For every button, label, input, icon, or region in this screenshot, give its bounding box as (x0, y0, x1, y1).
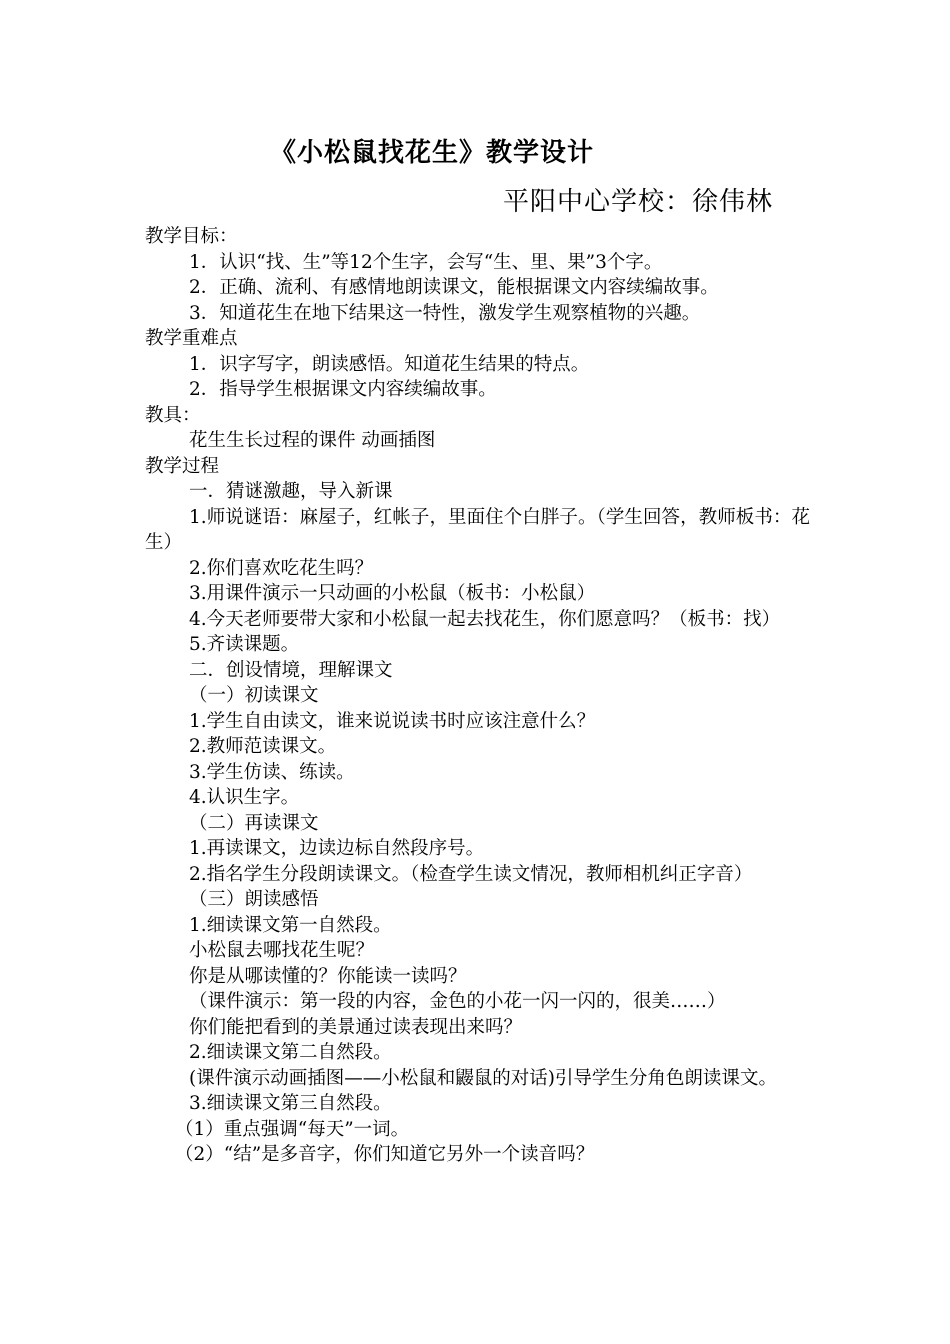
paragraph: 1.细读课文第一自然段。 (189, 914, 392, 936)
paragraph: 你是从哪读懂的？你能读一读吗？ (189, 965, 467, 987)
paragraph: 1．识字写字，朗读感悟。知道花生结果的特点。 (189, 353, 590, 375)
subsection-heading: （二）再读课文 (189, 812, 319, 834)
paragraph: 1.学生自由读文，谁来说说读书时应该注意什么？ (189, 710, 596, 732)
paragraph: （1）重点强调“每天”一词。 (175, 1118, 410, 1140)
paragraph: 4.今天老师要带大家和小松鼠一起去找花生，你们愿意吗？（板书：找） (189, 608, 781, 630)
paragraph: 2.细读课文第二自然段。 (189, 1042, 392, 1063)
document-title: 《小松鼠找花生》教学设计 (270, 138, 595, 168)
paragraph: 3．知道花生在地下结果这一特性，激发学生观察植物的兴趣。 (189, 302, 701, 324)
subsection-heading: 二．创设情境，理解课文 (189, 659, 393, 681)
paragraph: 4.认识生字。 (189, 787, 300, 808)
subsection-heading: （一）初读课文 (189, 685, 319, 706)
section-heading: 教具： (145, 404, 201, 426)
paragraph: 3.学生仿读、练读。 (189, 761, 355, 783)
paragraph: 2.教师范读课文。 (189, 736, 337, 757)
paragraph: 花生生长过程的课件 动画插图 (189, 430, 436, 451)
paragraph: 1.再读课文，边读边标自然段序号。 (189, 838, 485, 859)
subsection-heading: 一．猜谜激趣，导入新课 (189, 481, 393, 502)
paragraph: 5.齐读课题。 (189, 634, 300, 655)
paragraph: 2．指导学生根据课文内容续编故事。 (189, 379, 497, 400)
paragraph: 2.指名学生分段朗读课文。（检查学生读文情况，教师相机纠正字音） (189, 863, 753, 885)
paragraph: 3.细读课文第三自然段。 (189, 1093, 392, 1114)
author-line: 平阳中心学校：徐伟林 (503, 187, 774, 217)
paragraph: 2．正确、流利、有感情地朗读课文，能根据课文内容续编故事。 (189, 277, 719, 298)
paragraph: 小松鼠去哪找花生呢？ (189, 940, 375, 961)
section-heading: 教学过程 (145, 455, 220, 477)
paragraph: （课件演示：第一段的内容，金色的小花一闪一闪的，很美……） (189, 991, 726, 1012)
paragraph: 1．认识“找、生”等12个生字，会写“生、里、果”3个字。 (189, 251, 663, 273)
paragraph: 你们能把看到的美景通过读表现出来吗？ (189, 1016, 523, 1038)
paragraph: （2）“结”是多音字，你们知道它另外一个读音吗？ (175, 1144, 595, 1165)
paragraph: 3.用课件演示一只动画的小松鼠（板书：小松鼠） (189, 583, 596, 604)
subsection-heading: （三）朗读感悟 (189, 889, 319, 910)
section-heading: 教学目标： (145, 226, 238, 247)
paragraph: 2.你们喜欢吃花生吗？ (189, 557, 374, 579)
paragraph: (课件演示动画插图——小松鼠和鼹鼠的对话)引导学生分角色朗读课文。 (189, 1067, 777, 1089)
document-body (145, 224, 810, 1168)
paragraph: 1.师说谜语：麻屋子，红帐子，里面住个白胖子。（学生回答，教师板书：花生） (145, 506, 810, 553)
section-heading: 教学重难点 (145, 328, 238, 349)
